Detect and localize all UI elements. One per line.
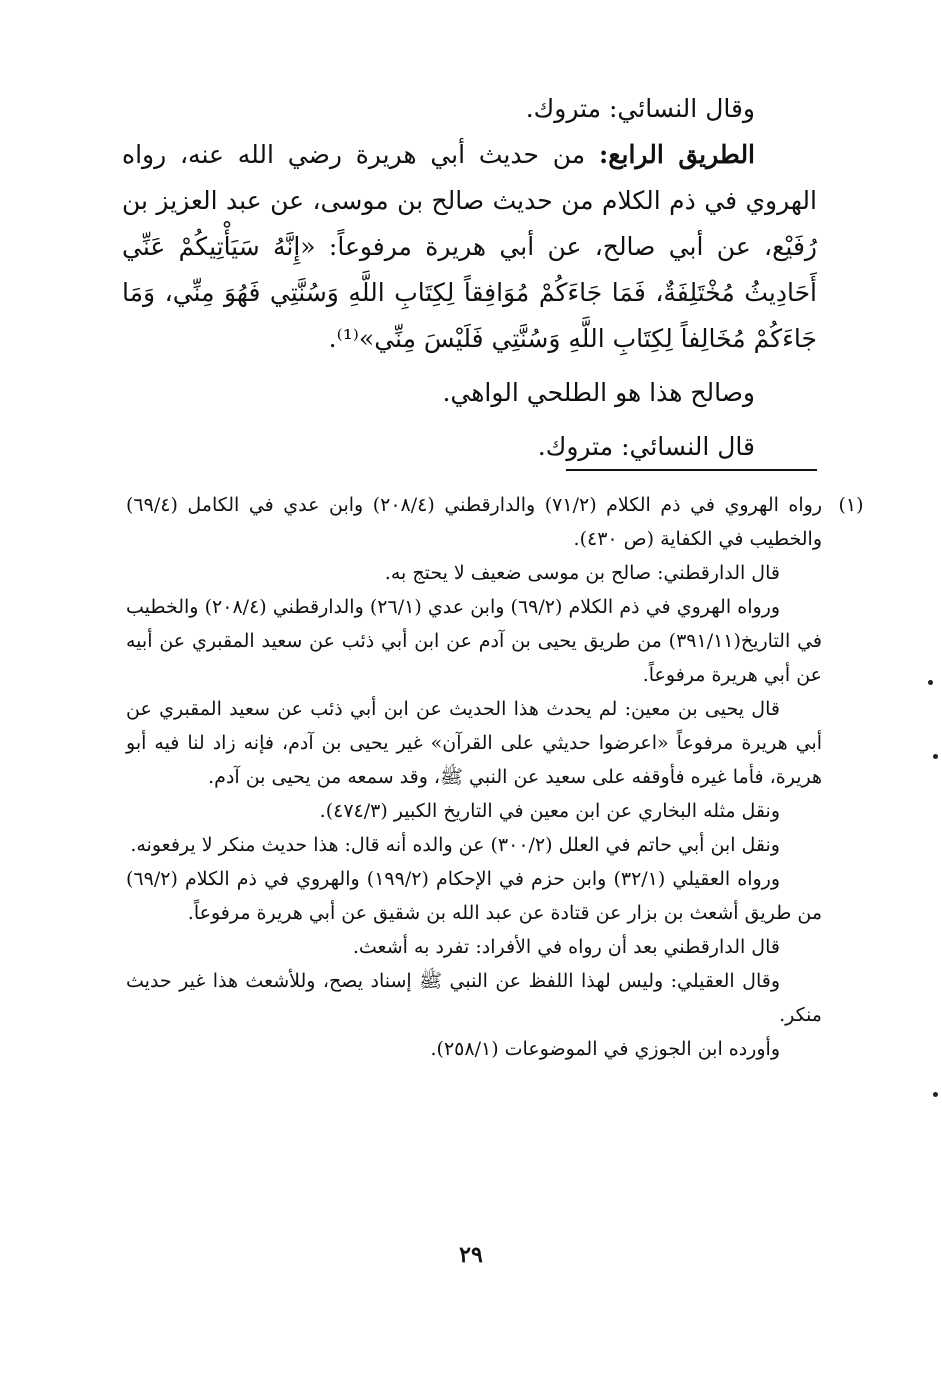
main-paragraph [122, 86, 817, 132]
paragraph-text: من حديث أبي هريرة رضي الله عنه، رواه الهروي في ذم الكلام من حديث صالح بن موسى، عن عبد العزيز بن رُفَيْع، عن أبي صالح، عن أبي هريرة مرفوعاً: «إِنَّهُ سَيَأْتِيكُمْ عَنِّي أَحَادِيثُ مُخْتَلِفَةٌ، فَمَا جَاءَكُمْ مُوَافِقاً لِكِتَابِ اللَّهِ وَسُنَّتِي فَهُوَ مِنِّي، وَمَا جَاءَكُمْ مُخَالِفاً لِكِتَابِ اللَّهِ وَسُنَّتِي فَلَيْسَ مِنِّي»⁽¹⁾. [122, 140, 817, 353]
scan-mark [933, 754, 938, 759]
paragraph-text: وقال النسائي: متروك. [525, 94, 755, 123]
footnote-paragraph: ونقل ابن أبي حاتم في العلل (٣٠٠/٢) عن والده أنه قال: هذا حديث منكر لا يرفعونه. [130, 834, 780, 856]
main-paragraph [122, 370, 817, 416]
main-paragraph [122, 132, 817, 362]
footnote-paragraph: وأورده ابن الجوزي في الموضوعات (٢٥٨/١). [430, 1038, 780, 1060]
footnote-paragraph: قال الدارقطني: صالح بن موسى ضعيف لا يحتج به. [384, 562, 780, 584]
footnote-number: (١) [838, 494, 864, 516]
paragraph-label: الطريق الرابع: [598, 140, 756, 169]
footnote-paragraph: ورواه الهروي في ذم الكلام (٦٩/٢) وابن عدي (٢٦/١) والدارقطني (٢٠٨/٤) والخطيب في التاريخ(٣٩١/١١) من طريق يحيى بن آدم عن ابن أبي ذئب عن سعيد المقبري عن أبيه عن أبي هريرة مرفوعاً. [126, 596, 822, 686]
main-paragraph [122, 424, 817, 470]
scan-mark [928, 680, 933, 685]
footnote-paragraph: رواه الهروي في ذم الكلام (٧١/٢) والدارقطني (٢٠٨/٤) وابن عدي في الكامل (٦٩/٤) والخطيب في الكفاية (ص ٤٣٠). [126, 494, 822, 550]
footnote-paragraph: ورواه العقيلي (٣٢/١) وابن حزم في الإحكام (١٩٩/٢) والهروي في ذم الكلام (٦٩/٢) من طريق أشعث بن بزار عن قتادة عن عبد الله بن شقيق عن أبي هريرة مرفوعاً. [126, 868, 822, 924]
paragraph-text: وصالح هذا هو الطلحي الواهي. [442, 378, 755, 407]
footnotes [126, 488, 864, 1066]
footnote-separator [566, 469, 817, 471]
main-text [122, 86, 817, 470]
footnote-paragraph: وقال العقيلي: وليس لهذا اللفظ عن النبي ﷺ إسناد يصح، وللأشعث هذا غير حديث منكر. [126, 970, 822, 1026]
paragraph-text: قال النسائي: متروك. [537, 432, 755, 461]
footnote-paragraph: قال يحيى بن معين: لم يحدث هذا الحديث عن ابن أبي ذئب عن سعيد المقبري عن أبي هريرة مرفوعاً «اعرضوا حديثي على القرآن» غير يحيى بن آدم، فإنه زاد لنا فيه أبو هريرة، فأما غيره فأوقفه على سعيد عن النبي ﷺ، وقد سمعه من يحيى بن آدم. [126, 698, 822, 788]
page-number: ٢٩ [459, 1242, 483, 1268]
footnote-paragraph: قال الدارقطني بعد أن رواه في الأفراد: تفرد به أشعث. [352, 936, 780, 958]
footnote-paragraph: ونقل مثله البخاري عن ابن معين في التاريخ الكبير (٤٧٤/٣). [319, 800, 780, 822]
scan-mark [933, 1092, 938, 1097]
